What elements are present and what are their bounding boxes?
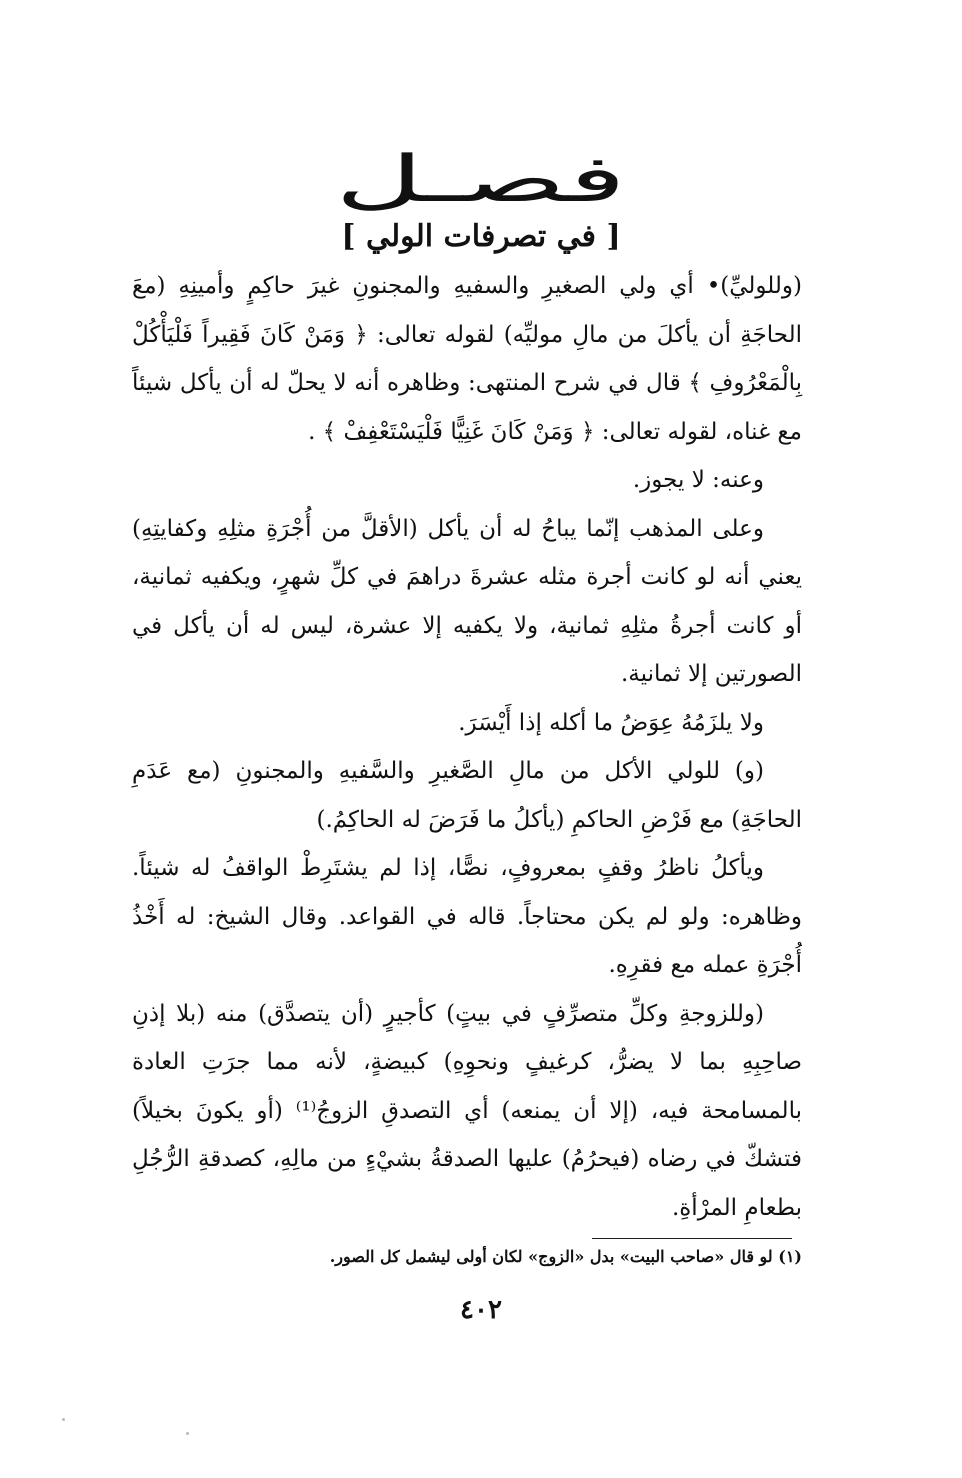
section-title: [ في تصرفات الولي ] (341, 219, 621, 254)
scan-speck (186, 1432, 189, 1435)
paragraph: ويأكلُ ناظرُ وقفٍ بمعروفٍ، نصًّا، إذا لم يشتَرِطْ الواقفُ له شيئاً. وظاهره: ولو لم يكن محتاجاً. قاله في القواعد. وقال الشيخ: له أَخْذُ أُجْرَةِ عمله مع فقرِهِ. (132, 855, 802, 978)
paragraph: (وللوليِّ)• أي ولي الصغيرِ والسفيهِ والمجنونِ غيرَ حاكِمٍ وأمينِهِ (معَ الحاجَةِ أن يأكلَ من مالِ موليِّه) لقوله تعالى: ﴿ وَمَنْ كَانَ فَقِيراً فَلْيَأْكُلْ بِالْمَعْرُوفِ ﴾ قال في شرح المنتهى: وظاهره أنه لا يحلّ له أن يأكل شيئاً مع غناه، لقوله تعالى: ﴿ وَمَنْ كَانَ غَنِيًّا فَلْيَسْتَعْفِفْ ﴾ . (132, 273, 802, 445)
paragraph: وعلى المذهب إنّما يباحُ له أن يأكل (الأقلَّ من أُجْرَةِ مثلِهِ وكفايتِهِ) يعني أنه لو كانت أجرة مثله عشرةَ دراهمَ في كلِّ شهرٍ، ويكفيه ثمانية، أو كانت أجرةُ مثلِهِ ثمانية، ولا يكفيه إلا عشرة، ليس له أن يأكل في الصورتين إلا ثمانية. (132, 515, 802, 687)
scan-speck (62, 1418, 65, 1421)
body-text (132, 262, 802, 1232)
page-number: ٤٠٢ (460, 1295, 502, 1325)
paragraph: (وللزوجةِ وكلِّ متصرِّفٍ في بيتٍ) كأجيرٍ (أن يتصدَّق) منه (بلا إذنِ صاحِبِهِ بما لا يضرُّ، كرغيفٍ ونحوِهِ) كبيضةٍ، لأنه مما جرَتِ العادة بالمسامحة فيه، (إلا أن يمنعه) أي التصدقِ الزوجُ⁽¹⁾ (أو يكونَ بخيلاً) فتشكّ في رضاه (فيحرُمُ) عليها الصدقةُ بشيْءٍ من مالِهِ، كصدقةِ الرُّجُلِ بطعامِ المرْأةِ. (132, 1000, 802, 1221)
footnote: (١) لو قال «صاحب البيت» بدل «الزوج» لكان أولى ليشمل كل الصور. (329, 1247, 802, 1266)
section-ornament-text: فصـل (335, 143, 627, 217)
paragraph: ولا يلزَمُهُ عِوَضُ ما أكله إذا أَيْسَرَ. (458, 709, 764, 736)
footnote-divider (592, 1238, 792, 1239)
paragraph: (و) للولي الأكل من مالِ الصَّغيرِ والسَّفيهِ والمجنونِ (مع عَدَمِ الحاجَةِ) مع فَرْضِ الحاكمِ (يأكلُ ما فَرَضَ له الحاكِمُ.) (132, 758, 802, 833)
paragraph: وعنه: لا يجوز. (632, 467, 764, 493)
